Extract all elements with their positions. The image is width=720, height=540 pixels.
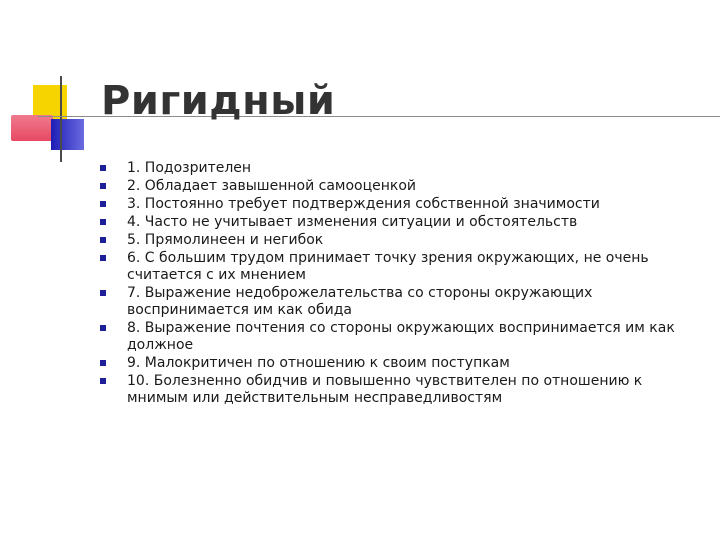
square-bullet-icon [100,219,106,225]
list-item [98,196,698,213]
list-item-text: 3. Постоянно требует подтверждения собственной значимости [127,196,600,212]
list-item [98,232,698,249]
slide-title: Ригидный [101,78,336,124]
square-bullet-icon [100,378,106,384]
list-item [98,178,698,195]
square-bullet-icon [100,237,106,243]
list-item [98,250,698,284]
square-bullet-icon [100,325,106,331]
list-item [98,320,698,354]
square-bullet-icon [100,360,106,366]
list-item [98,285,698,319]
list-item-text: 2. Обладает завышенной самооценкой [127,178,417,194]
list-item [98,214,698,231]
list-item-text: 5. Прямолинеен и негибок [127,232,324,248]
bullet-list [98,160,698,408]
decorative-blue-square [51,119,84,150]
list-item [98,373,698,407]
square-bullet-icon [100,290,106,296]
square-bullet-icon [100,255,106,261]
square-bullet-icon [100,165,106,171]
square-bullet-icon [100,183,106,189]
decorative-vertical-line [60,76,62,162]
list-item [98,160,698,177]
list-item [98,355,698,372]
decorative-red-block [11,115,53,141]
list-item-text: 7. Выражение недоброжелательства со стороны окружающих воспринимается им как обида [127,285,593,318]
list-item-text: 6. С большим трудом принимает точку зрения окружающих, не очень считается с их мнением [127,250,649,283]
list-item-text: 4. Часто не учитывает изменения ситуации и обстоятельств [127,214,578,230]
list-item-text: 9. Малокритичен по отношению к своим поступкам [127,355,510,371]
list-item-text: 8. Выражение почтения со стороны окружающих воспринимается им как должное [127,320,675,353]
list-item-text: 1. Подозрителен [127,160,252,176]
list-item-text: 10. Болезненно обидчив и повышенно чувствителен по отношению к мнимым или действительным несправедливостям [127,373,643,406]
square-bullet-icon [100,201,106,207]
